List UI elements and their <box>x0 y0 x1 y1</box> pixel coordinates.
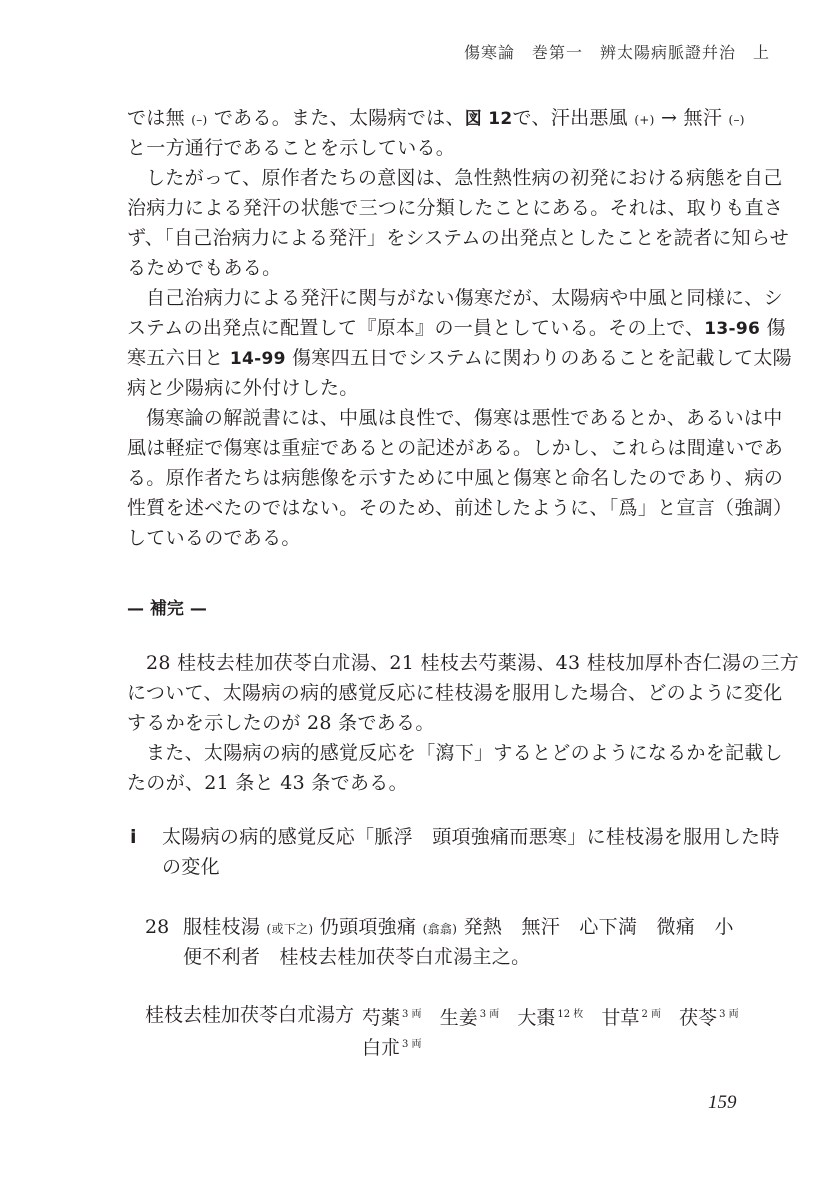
article-reference: 13-96 <box>704 319 761 339</box>
text-line: 便不利者 桂枝去桂加茯苓白朮湯主之。 <box>183 946 531 968</box>
paragraph-1-line-1 <box>127 103 755 133</box>
text: 傷寒四五日でシステムに関わりのあることを記載して太陽 <box>285 347 792 369</box>
ingredient-name: 白朮 <box>362 1037 401 1059</box>
text: 仍頭項強痛 <box>319 916 417 938</box>
item-i-marker <box>130 822 137 852</box>
paragraph-1-line-2: と一方通行であることを示している。 <box>127 137 456 159</box>
running-header: 傷寒論 巻第一 辨太陽病脈證幷治 上 <box>463 43 770 62</box>
paragraph-2-line-2: 治病力による発汗の状態で三つに分類したことにある。それは、取りも直さ <box>127 197 784 219</box>
text-line: 太陽病の病的感覚反応「脈浮 頭項強痛而悪寒」に桂枝湯を服用した時 <box>162 826 780 848</box>
ingredient-name: 甘草 <box>601 1007 640 1029</box>
ingredient-name: 生姜 <box>439 1007 478 1029</box>
sign-minus: (–) <box>191 113 208 127</box>
ingredient-qty: 3 両 <box>719 1009 739 1020</box>
ingredient-name: 芍薬 <box>362 1007 401 1029</box>
text: では無 <box>127 107 185 129</box>
text: 発熱 無汗 心下満 微痛 小 <box>463 916 734 938</box>
text: → 無汗 <box>654 107 723 129</box>
supplement-paragraph-1 <box>127 648 799 798</box>
paragraph-4-line-4: 性質を述べたのではない。そのため、前述したように、「爲」と宣言（強調） <box>127 497 793 519</box>
paragraph-4-line-3: る。原作者たちは病態像を示すために中風と傷寒と命名したのであり、病の <box>127 467 784 489</box>
paragraph-3-line-4: 病と少陽病に外付けした。 <box>127 377 359 399</box>
annotation: (翕翕) <box>422 922 458 936</box>
paragraph-2-line-4: るためでもある。 <box>127 257 282 279</box>
paragraph-3-line-1: 自己治病力による発汗に関与がない傷寒だが、太陽病や中風と同様に、シ <box>146 287 783 309</box>
text-line: また、太陽病の病的感覚反応を「瀉下」するとどのようになるかを記載し <box>146 742 783 764</box>
ingredient <box>362 1007 422 1029</box>
sign-minus: (–) <box>728 113 745 127</box>
section-heading: — 補完 — <box>127 599 207 619</box>
ingredient-name: 大棗 <box>517 1007 556 1029</box>
page-number: 159 <box>708 1092 737 1113</box>
figure-reference: 図 12 <box>464 109 513 129</box>
paragraph-4-line-1: 傷寒論の解説書には、中風は良性で、傷寒は悪性であるとか、あるいは中 <box>146 407 783 429</box>
main-text <box>127 103 793 553</box>
formula-name: 桂枝去桂加茯苓白朮湯方 <box>145 1004 355 1026</box>
paragraph-3-line-2 <box>127 313 786 343</box>
text-line: 28 桂枝去桂加茯苓白朮湯、21 桂枝去芍薬湯、43 桂枝加厚朴杏仁湯の三方 <box>146 652 800 674</box>
ingredient <box>440 1007 500 1029</box>
text: 傷 <box>760 317 786 339</box>
text-line: について、太陽病の病的感覚反応に桂枝湯を服用した場合、どのように変化 <box>127 682 783 704</box>
ingredient <box>601 1007 661 1029</box>
formula-ingredients-row-1 <box>362 1000 739 1033</box>
ingredient-qty: 2 両 <box>641 1009 661 1020</box>
ingredient <box>679 1007 739 1029</box>
paragraph-4-line-2: 風は軽症で傷寒は重症であるとの記述がある。しかし、これらは間違いであ <box>127 437 784 459</box>
article-reference: 14-99 <box>229 349 286 369</box>
article-28-text <box>183 912 734 972</box>
ingredient-qty: 12 枚 <box>557 1009 584 1020</box>
text-line <box>183 912 734 942</box>
item-i-text <box>162 822 780 882</box>
list-marker: i <box>130 826 137 848</box>
paragraph-3-line-3 <box>127 343 792 373</box>
text: 服桂枝湯 <box>183 916 261 938</box>
text: 寒五六日と <box>127 347 230 369</box>
paragraph-2-line-3: ず、「自己治病力による発汗」をシステムの出発点としたことを読者に知らせ <box>127 227 790 249</box>
ingredient-qty: 3 両 <box>402 1039 422 1050</box>
text: である。また、太陽病では、 <box>213 107 465 129</box>
text: ステムの出発点に配置して『原本』の一員としている。その上で、 <box>127 317 705 339</box>
sign-plus: (+) <box>634 113 655 127</box>
text-line: たのが、21 条と 43 条である。 <box>127 772 408 794</box>
formula-ingredients-row-2 <box>362 1030 422 1063</box>
ingredient-qty: 3 両 <box>402 1009 422 1020</box>
ingredient <box>517 1007 583 1029</box>
annotation: (或下之) <box>266 922 314 936</box>
text-line: の変化 <box>162 856 220 878</box>
ingredient-name: 茯苓 <box>679 1007 718 1029</box>
article-28-number: 28 <box>145 916 170 938</box>
text: で、汗出悪風 <box>512 107 628 129</box>
ingredient <box>362 1037 422 1059</box>
ingredient-qty: 3 両 <box>479 1009 500 1020</box>
paragraph-2-line-1: したがって、原作者たちの意図は、急性熱性病の初発における病態を自己 <box>146 167 783 189</box>
paragraph-4-line-5: しているのである。 <box>127 527 301 549</box>
text-line: するかを示したのが 28 条である。 <box>127 712 435 734</box>
